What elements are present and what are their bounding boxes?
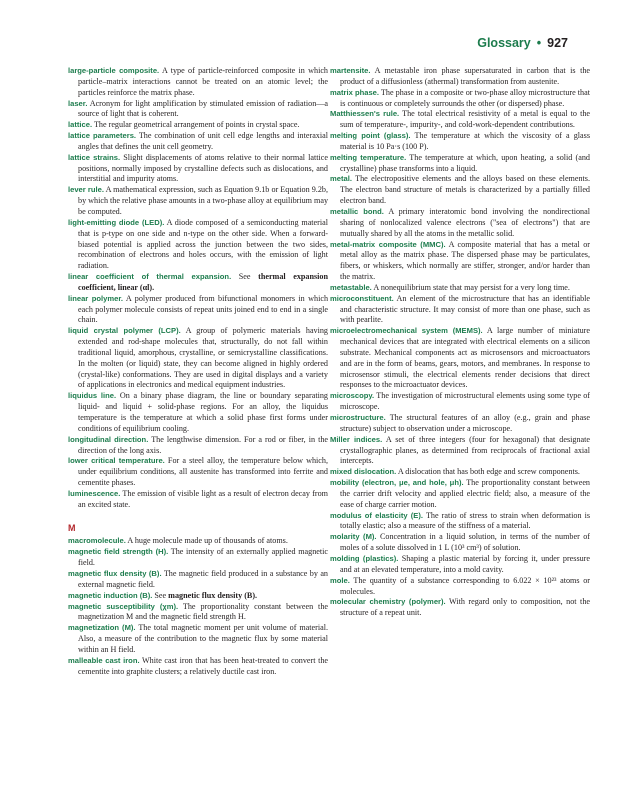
cross-reference: magnetic flux density (B). bbox=[168, 590, 258, 600]
glossary-term: metal. bbox=[330, 174, 352, 184]
glossary-definition: The temperature at which the viscosity of a glass material is 10 Pa·s (100 P). bbox=[340, 131, 590, 151]
glossary-term: light-emitting diode (LED). bbox=[68, 217, 165, 227]
glossary-entry bbox=[68, 623, 328, 656]
glossary-definition: Shaping a plastic material by forcing it, under pressure and at an elevated temperature, into a mold cavity. bbox=[340, 553, 590, 574]
glossary-definition: The total magnetic moment per unit volume of material. Also, a measure of the contribution to the magnetic flux by some material within an H field. bbox=[78, 623, 328, 654]
glossary-entry bbox=[330, 532, 590, 554]
glossary-definition: The phase in a composite or two-phase alloy microstructure that is continuous or completely surrounds the other (or dispersed) phase. bbox=[340, 87, 590, 108]
glossary-term: matrix phase. bbox=[330, 87, 379, 97]
glossary-term: magnetization (M). bbox=[68, 623, 136, 633]
glossary-entry bbox=[68, 656, 328, 678]
glossary-definition: The magnetic field produced in a substance by an external magnetic field. bbox=[78, 568, 328, 589]
glossary-term: melting temperature. bbox=[330, 152, 407, 162]
glossary-entry bbox=[330, 554, 590, 576]
glossary-definition: The structural features of an alloy (e.g., grain and phase structure) subject to observation under a microscope. bbox=[340, 413, 590, 433]
glossary-definition: The temperature at which, upon heating, a solid (and crystalline) phase transforms into a liquid. bbox=[340, 152, 590, 173]
glossary-definition: An element of the microstructure that has an identifiable and characteristic structure. It may consist of more than one phase, such as with pearlite. bbox=[340, 293, 590, 325]
glossary-definition: The total electrical resistivity of a metal is equal to the sum of temperature-, impurity-, and cold-work-dependent contributions. bbox=[340, 109, 591, 130]
glossary-entry bbox=[68, 489, 328, 511]
glossary-definition: A type of particle-reinforced composite in which particle–matrix interactions cannot be treated on an atomic level; the particles reinforce the matrix phase. bbox=[78, 66, 328, 97]
glossary-term: molding (plastics). bbox=[330, 553, 399, 563]
glossary-definition: A metastable iron phase supersaturated in carbon that is the product of a diffusionless (athermal) transformation from austenite. bbox=[340, 66, 590, 86]
glossary-term: magnetic susceptibility (χm). bbox=[68, 601, 179, 611]
glossary-definition: The regular geometrical arrangement of points in crystal space. bbox=[92, 120, 300, 130]
glossary-entry bbox=[330, 478, 590, 511]
section-title: Glossary bbox=[477, 36, 531, 50]
glossary-term: microscopy. bbox=[330, 391, 375, 401]
glossary-definition: A primary interatomic bond involving the nondirectional sharing of nonlocalized valence electrons ("sea of electrons") that are mutually shared by all the atoms in the metallic solid. bbox=[340, 206, 590, 238]
glossary-definition: The emission of visible light as a result of electron decay from an excited state. bbox=[78, 488, 328, 509]
glossary-entry bbox=[68, 591, 328, 602]
glossary-term: Miller indices. bbox=[330, 434, 383, 444]
glossary-entry bbox=[330, 391, 590, 413]
glossary-term: lattice strains. bbox=[68, 152, 121, 162]
glossary-definition: A huge molecule made up of thousands of atoms. bbox=[125, 536, 288, 546]
glossary-entry bbox=[330, 88, 590, 110]
glossary-term: magnetic field strength (H). bbox=[68, 547, 169, 557]
glossary-entry bbox=[330, 294, 590, 327]
glossary-term: linear coefficient of thermal expansion. bbox=[68, 272, 232, 282]
glossary-term: martensite. bbox=[330, 66, 371, 75]
glossary-definition: The ratio of stress to strain when deformation is totally elastic; also a measure of the stiffness of a material. bbox=[340, 510, 591, 531]
glossary-definition: A polymer produced from bifunctional monomers in which each polymer molecule consists of repeat units joined end to end in a single chain. bbox=[78, 293, 329, 325]
glossary-definition: Concentration in a liquid solution, in terms of the number of moles of a solute dissolved in 1 L (10³ cm³) of solution. bbox=[340, 532, 590, 553]
glossary-entry bbox=[68, 602, 328, 624]
glossary-entry bbox=[68, 391, 328, 434]
glossary-term: modulus of elasticity (E). bbox=[330, 510, 424, 520]
glossary-entry bbox=[330, 435, 590, 468]
glossary-entry bbox=[68, 326, 328, 391]
glossary-term: luminescence. bbox=[68, 488, 121, 498]
glossary-term: lattice. bbox=[68, 120, 93, 130]
glossary-term: magnetic flux density (B). bbox=[68, 568, 162, 578]
glossary-definition: The quantity of a substance corresponding to 6.022 × 10²³ atoms or molecules. bbox=[340, 575, 590, 596]
glossary-entry bbox=[330, 240, 590, 283]
glossary-definition: With regard only to composition, not the structure of a repeat unit. bbox=[340, 597, 590, 618]
glossary-list-m-continued bbox=[330, 66, 590, 619]
glossary-definition: The intensity of an externally applied magnetic field. bbox=[78, 547, 328, 568]
glossary-entry bbox=[68, 218, 328, 272]
glossary-term: molarity (M). bbox=[330, 532, 377, 542]
glossary-term: linear polymer. bbox=[68, 293, 123, 303]
glossary-entry bbox=[330, 174, 590, 207]
cross-reference: thermal expansion coefficient, linear (αl). bbox=[78, 272, 328, 292]
separator-dot: • bbox=[536, 36, 542, 50]
glossary-entry bbox=[330, 109, 590, 131]
glossary-definition: A diode composed of a semiconducting material that is p-type on one side and n-type on the other side. When a forward-biased potential is applied across the junction between the two sides, recombination of electrons and holes occurs, with the emission of light radiation. bbox=[78, 217, 328, 271]
glossary-entry bbox=[68, 569, 328, 591]
glossary-definition: For a steel alloy, the temperature below which, under equilibrium conditions, all austenite has transformed into ferrite and cementite phases. bbox=[78, 456, 328, 488]
glossary-term: lattice parameters. bbox=[68, 131, 137, 141]
glossary-term: magnetic induction (B). bbox=[68, 590, 153, 600]
glossary-definition: A large number of miniature mechanical devices that are integrated with electrical elements on a silicon substrate. Mechanical components act as microsensors and microactuators and are in the form of beams, gears, motors, and membranes. In response to microsensor stimuli, the electrical elements render decisions that direct responses to the microactuator devices. bbox=[340, 326, 590, 390]
glossary-entry bbox=[68, 185, 328, 218]
glossary-definition: The proportionality constant between the magnetization M and the magnetic field strength H. bbox=[78, 601, 328, 622]
glossary-term: lever rule. bbox=[68, 185, 104, 195]
glossary-entry bbox=[330, 413, 590, 435]
glossary-entry bbox=[68, 456, 328, 489]
glossary-entry bbox=[330, 131, 590, 153]
glossary-entry bbox=[68, 66, 328, 99]
glossary-term: large-particle composite. bbox=[68, 66, 160, 75]
glossary-definition: The combination of unit cell edge lengths and interaxial angles that defines the unit cell geometry. bbox=[78, 131, 328, 151]
glossary-entry bbox=[68, 435, 328, 457]
glossary-term: laser. bbox=[68, 98, 88, 108]
glossary-definition: The investigation of microstructural elements using some type of microscope. bbox=[340, 391, 590, 412]
glossary-definition: Acronym for light amplification by stimulated emission of radiation—a source of light that is coherent. bbox=[78, 98, 328, 119]
glossary-term: molecular chemistry (polymer). bbox=[330, 597, 446, 607]
glossary-entry bbox=[330, 467, 590, 478]
glossary-term: macromolecule. bbox=[68, 536, 126, 546]
glossary-definition: See bbox=[231, 272, 259, 282]
glossary-definition: A nonequilibrium state that may persist for a very long time. bbox=[371, 282, 570, 292]
glossary-term: metastable. bbox=[330, 282, 372, 292]
glossary-definition: On a binary phase diagram, the line or boundary separating liquid- and liquid + solid-phase regions. For an alloy, the liquidus temperature is the temperature at which a solid phase first forms under conditions of equilibrium cooling. bbox=[78, 391, 328, 433]
glossary-entry bbox=[330, 326, 590, 391]
glossary-term: mole. bbox=[330, 575, 350, 585]
glossary-entry bbox=[330, 207, 590, 240]
glossary-entry bbox=[330, 66, 590, 88]
glossary-definition: A composite material that has a metal or metal alloy as the matrix phase. The dispersed phase may be particulates, fibers, or whiskers, which normally are stiffer, stronger, and/or harder than the matrix. bbox=[340, 239, 590, 282]
glossary-definition: White cast iron that has been heat-treated to convert the cementite into graphite clusters; a relatively ductile cast iron. bbox=[78, 655, 328, 676]
glossary-entry bbox=[68, 272, 328, 294]
glossary-entry bbox=[68, 294, 328, 327]
glossary-definition: A set of three integers (four for hexagonal) that designate crystallographic planes, as determined from reciprocals of fractional axial intercepts. bbox=[340, 434, 590, 466]
glossary-list-l bbox=[68, 66, 328, 511]
glossary-entry bbox=[330, 283, 590, 294]
glossary-entry bbox=[68, 131, 328, 153]
glossary-definition: The proportionality constant between the carrier drift velocity and applied electric field; also, a measure of the ease of charge carrier motion. bbox=[340, 478, 590, 509]
glossary-definition: Slight displacements of atoms relative to their normal lattice positions, normally imposed by crystalline defects such as dislocations, and interstitial and impurity atoms. bbox=[78, 152, 328, 184]
glossary-definition: A group of polymeric materials having extended and rod-shape molecules that, structurally, do not fall within traditional liquid, amorphous, crystalline, or semicrystalline classifications. In the molten (or liquid) state, they can become aligned in highly ordered (crystal-like) conformations. They are used in digital displays and a variety of applications in electronics and medical equipment industries. bbox=[78, 326, 328, 390]
glossary-list-m bbox=[68, 536, 328, 677]
page-number: 927 bbox=[547, 36, 568, 50]
glossary-entry bbox=[68, 536, 328, 547]
glossary-definition: See bbox=[152, 590, 169, 600]
glossary-term: mobility (electron, μe, and hole, μh). bbox=[330, 478, 464, 488]
glossary-term: mixed dislocation. bbox=[330, 467, 397, 477]
right-column bbox=[330, 66, 590, 619]
left-column bbox=[68, 66, 328, 677]
glossary-term: Matthiessen's rule. bbox=[330, 109, 400, 119]
glossary-term: liquid crystal polymer (LCP). bbox=[68, 326, 181, 336]
page-header bbox=[477, 36, 568, 50]
glossary-definition: The electropositive elements and the alloys based on these elements. The electron band structure of metals is characterized by a partially filled electron band. bbox=[340, 174, 590, 206]
glossary-definition: A mathematical expression, such as Equation 9.1b or Equation 9.2b, by which the relative phase amounts in a two-phase alloy at equilibrium may be computed. bbox=[78, 185, 329, 216]
glossary-term: microconstituent. bbox=[330, 293, 394, 303]
section-letter-m: M bbox=[68, 522, 76, 533]
glossary-term: microstructure. bbox=[330, 413, 386, 422]
glossary-term: liquidus line. bbox=[68, 391, 117, 401]
glossary-entry bbox=[68, 120, 328, 131]
glossary-term: metal-matrix composite (MMC). bbox=[330, 239, 446, 249]
glossary-definition: The lengthwise dimension. For a rod or fiber, in the direction of the long axis. bbox=[78, 434, 328, 455]
glossary-entry bbox=[330, 511, 590, 533]
glossary-term: microelectromechanical system (MEMS). bbox=[330, 326, 483, 336]
glossary-definition: A dislocation that has both edge and screw components. bbox=[396, 467, 580, 477]
glossary-entry bbox=[330, 576, 590, 598]
glossary-entry bbox=[68, 547, 328, 569]
glossary-entry bbox=[330, 153, 590, 175]
glossary-term: malleable cast iron. bbox=[68, 655, 140, 665]
glossary-entry bbox=[68, 153, 328, 186]
glossary-term: longitudinal direction. bbox=[68, 434, 149, 444]
glossary-entry bbox=[68, 99, 328, 121]
glossary-entry bbox=[330, 597, 590, 619]
glossary-term: melting point (glass). bbox=[330, 131, 411, 141]
glossary-term: lower critical temperature. bbox=[68, 456, 165, 466]
glossary-term: metallic bond. bbox=[330, 206, 384, 216]
